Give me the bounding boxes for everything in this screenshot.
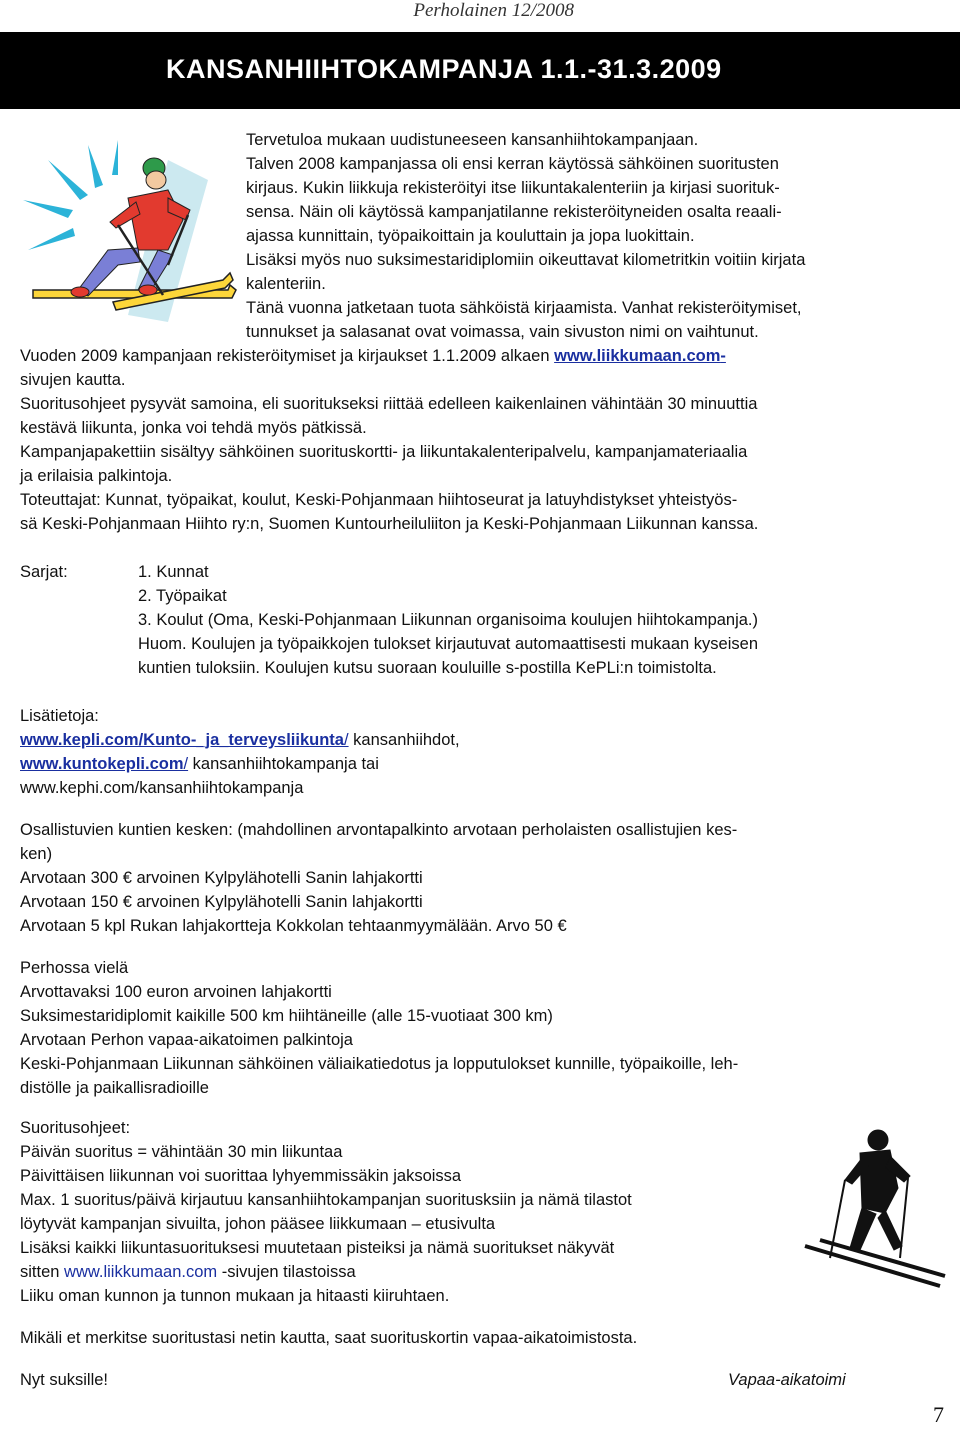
info-line: www.kepli.com/Kunto-_ja_terveysliikunta/ kansanhiihdot, xyxy=(20,731,460,749)
perho-line: distölle ja paikallisradioille xyxy=(20,1079,209,1097)
intro-line: Tänä vuonna jatketaan tuota sähköistä kirjaamista. Vanhat rekisteröitymiset, xyxy=(246,299,802,317)
perho-line: Suksimestaridiplomit kaikille 500 km hiihtäneille (alle 15-vuotiaat 300 km) xyxy=(20,1007,553,1025)
registration-line-2: sivujen kautta. xyxy=(20,371,126,389)
instruction-line: Max. 1 suoritus/päivä kirjautuu kansanhiihtokampanjan suoritusksiin ja nämä tilastot xyxy=(20,1191,632,1209)
prize-line: Arvotaan 300 € arvoinen Kylpylähotelli Sanin lahjakortti xyxy=(20,869,423,887)
instruction-line: löytyvät kampanjan sivuilta, johon pääsee liikkumaan – etusivulta xyxy=(20,1215,496,1233)
signature: Vapaa-aikatoimi xyxy=(728,1371,846,1389)
prize-line: Arvotaan 5 kpl Rukan lahjakortteja Kokkolan tehtaanmyymälään. Arvo 50 € xyxy=(20,917,567,935)
intro-line: Talven 2008 kampanjassa oli ensi kerran käytössä sähköinen suoritusten xyxy=(246,155,779,173)
instruction-line: Päivittäisen liikunnan voi suorittaa lyhyemmissäkin jaksoissa xyxy=(20,1167,462,1185)
body-line: ja erilaisia palkintoja. xyxy=(20,467,173,485)
series-item: kuntien tuloksiin. Koulujen kutsu suoraan kouluille s-postilla KePLi:n toimistolta. xyxy=(138,659,717,677)
intro-line: ajassa kunnittain, työpaikoittain ja kouluttain ja jopa luokittain. xyxy=(246,227,695,245)
series-label: Sarjat: xyxy=(20,563,68,581)
sun-rays-icon xyxy=(23,140,118,250)
instruction-line: Liiku oman kunnon ja tunnon mukaan ja hitaasti kiiruhtaen. xyxy=(20,1287,450,1305)
series-item: 1. Kunnat xyxy=(138,563,209,581)
journal-header: Perholainen 12/2008 xyxy=(413,0,574,21)
skier-silhouette-icon xyxy=(805,1130,945,1286)
intro-line: sensa. Näin oli käytössä kampanjatilanne rekisteröityneiden osalta reaali- xyxy=(246,203,782,221)
intro-line: kalenteriin. xyxy=(246,275,326,293)
body-line: Suoritusohjeet pysyvät samoina, eli suoritukseksi riittää edelleen kaikenlainen vähintään 30 minuuttia xyxy=(20,395,758,413)
perho-line: Perhossa vielä xyxy=(20,959,129,977)
perho-line: Arvottavaksi 100 euron arvoinen lahjakortti xyxy=(20,983,332,1001)
skier-silhouette-illustration xyxy=(790,1118,950,1293)
intro-line: kirjaus. Kukin liikkuja rekisteröityi itse liikuntakalenteriin ja kirjasi suorituk- xyxy=(246,179,780,197)
series-item: 2. Työpaikat xyxy=(138,587,227,605)
body-line: Toteuttajat: Kunnat, työpaikat, koulut, Keski-Pohjanmaan hiihtoseurat ja latuyhdistykset yhteistyös- xyxy=(20,491,738,509)
prize-line: Osallistuvien kuntien kesken: (mahdollinen arvontapalkinto arvotaan perholaisten osallistujien kes- xyxy=(20,821,738,839)
prize-line: ken) xyxy=(20,845,53,863)
closing-line: Nyt suksille! xyxy=(20,1371,109,1389)
perho-line: Arvotaan Perhon vapaa-aikatoimen palkintoja xyxy=(20,1031,353,1049)
kepli-link-slash[interactable]: / xyxy=(343,731,349,749)
body-line: sä Keski-Pohjanmaan Hiihto ry:n, Suomen Kuntourheiluliiton ja Keski-Pohjanmaan Liikunnan kanssa. xyxy=(20,515,759,533)
instruction-line: sitten www.liikkumaan.com -sivujen tilastoissa xyxy=(20,1263,356,1281)
liikkumaan-stats-link[interactable]: www.liikkumaan.com xyxy=(64,1263,218,1281)
note-line: Mikäli et merkitse suoritustasi netin kautta, saat suorituskortin vapaa-aikatoimistosta. xyxy=(20,1329,638,1347)
body-line: kestävä liikunta, jonka voi tehdä myös pätkissä. xyxy=(20,419,367,437)
kuntokepli-link-slash[interactable]: / xyxy=(183,755,189,773)
intro-line: Tervetuloa mukaan uudistuneeseen kansanhiihtokampanjaan. xyxy=(246,131,699,149)
skis-icon xyxy=(33,273,236,310)
instruction-line: Päivän suoritus = vähintään 30 min liikuntaa xyxy=(20,1143,343,1161)
info-line: www.kephi.com/kansanhiihtokampanja xyxy=(20,779,304,797)
body-line: Kampanjapakettiin sisältyy sähköinen suorituskortti- ja liikuntakalenteripalvelu, kampanjamateriaalia xyxy=(20,443,748,461)
registration-line: Vuoden 2009 kampanjaan rekisteröitymiset ja kirjaukset 1.1.2009 alkaen www.liikkumaan.com- xyxy=(20,347,726,365)
skier-illustration xyxy=(18,140,243,325)
info-line: www.kuntokepli.com/ kansanhiihtokampanja tai xyxy=(20,755,379,773)
instruction-line: Suoritusohjeet: xyxy=(20,1119,131,1137)
info-label: Lisätietoja: xyxy=(20,707,99,725)
intro-line: Lisäksi myös nuo suksimestaridiplomiin oikeuttavat kilometritkin voitiin kirjata xyxy=(246,251,806,269)
page-title: KANSANHIIHTOKAMPANJA 1.1.-31.3.2009 xyxy=(166,54,722,84)
series-item: Huom. Koulujen ja työpaikkojen tulokset kirjautuvat automaattisesti mukaan kyseisen xyxy=(138,635,758,653)
series-item: 3. Koulut (Oma, Keski-Pohjanmaan Liikunnan organisoima koulujen hiihtokampanja.) xyxy=(138,611,759,629)
page-number: 7 xyxy=(933,1402,944,1427)
intro-line: tunnukset ja salasanat ovat voimassa, vain sivuston nimi on vaihtunut. xyxy=(246,323,759,341)
kuntokepli-link[interactable]: www.kuntokepli.com xyxy=(20,755,184,773)
prize-line: Arvotaan 150 € arvoinen Kylpylähotelli Sanin lahjakortti xyxy=(20,893,423,911)
kepli-link[interactable]: www.kepli.com/Kunto-_ja_terveysliikunta xyxy=(20,731,344,749)
liikkumaan-link[interactable]: www.liikkumaan.com xyxy=(554,347,721,365)
title-bar xyxy=(0,32,960,109)
perho-line: Keski-Pohjanmaan Liikunnan sähköinen väliaikatiedotus ja lopputulokset kunnille, työpaikoille, leh- xyxy=(20,1055,739,1073)
instruction-line: Lisäksi kaikki liikuntasuorituksesi muutetaan pisteiksi ja nämä suoritukset näkyvät xyxy=(20,1239,615,1257)
